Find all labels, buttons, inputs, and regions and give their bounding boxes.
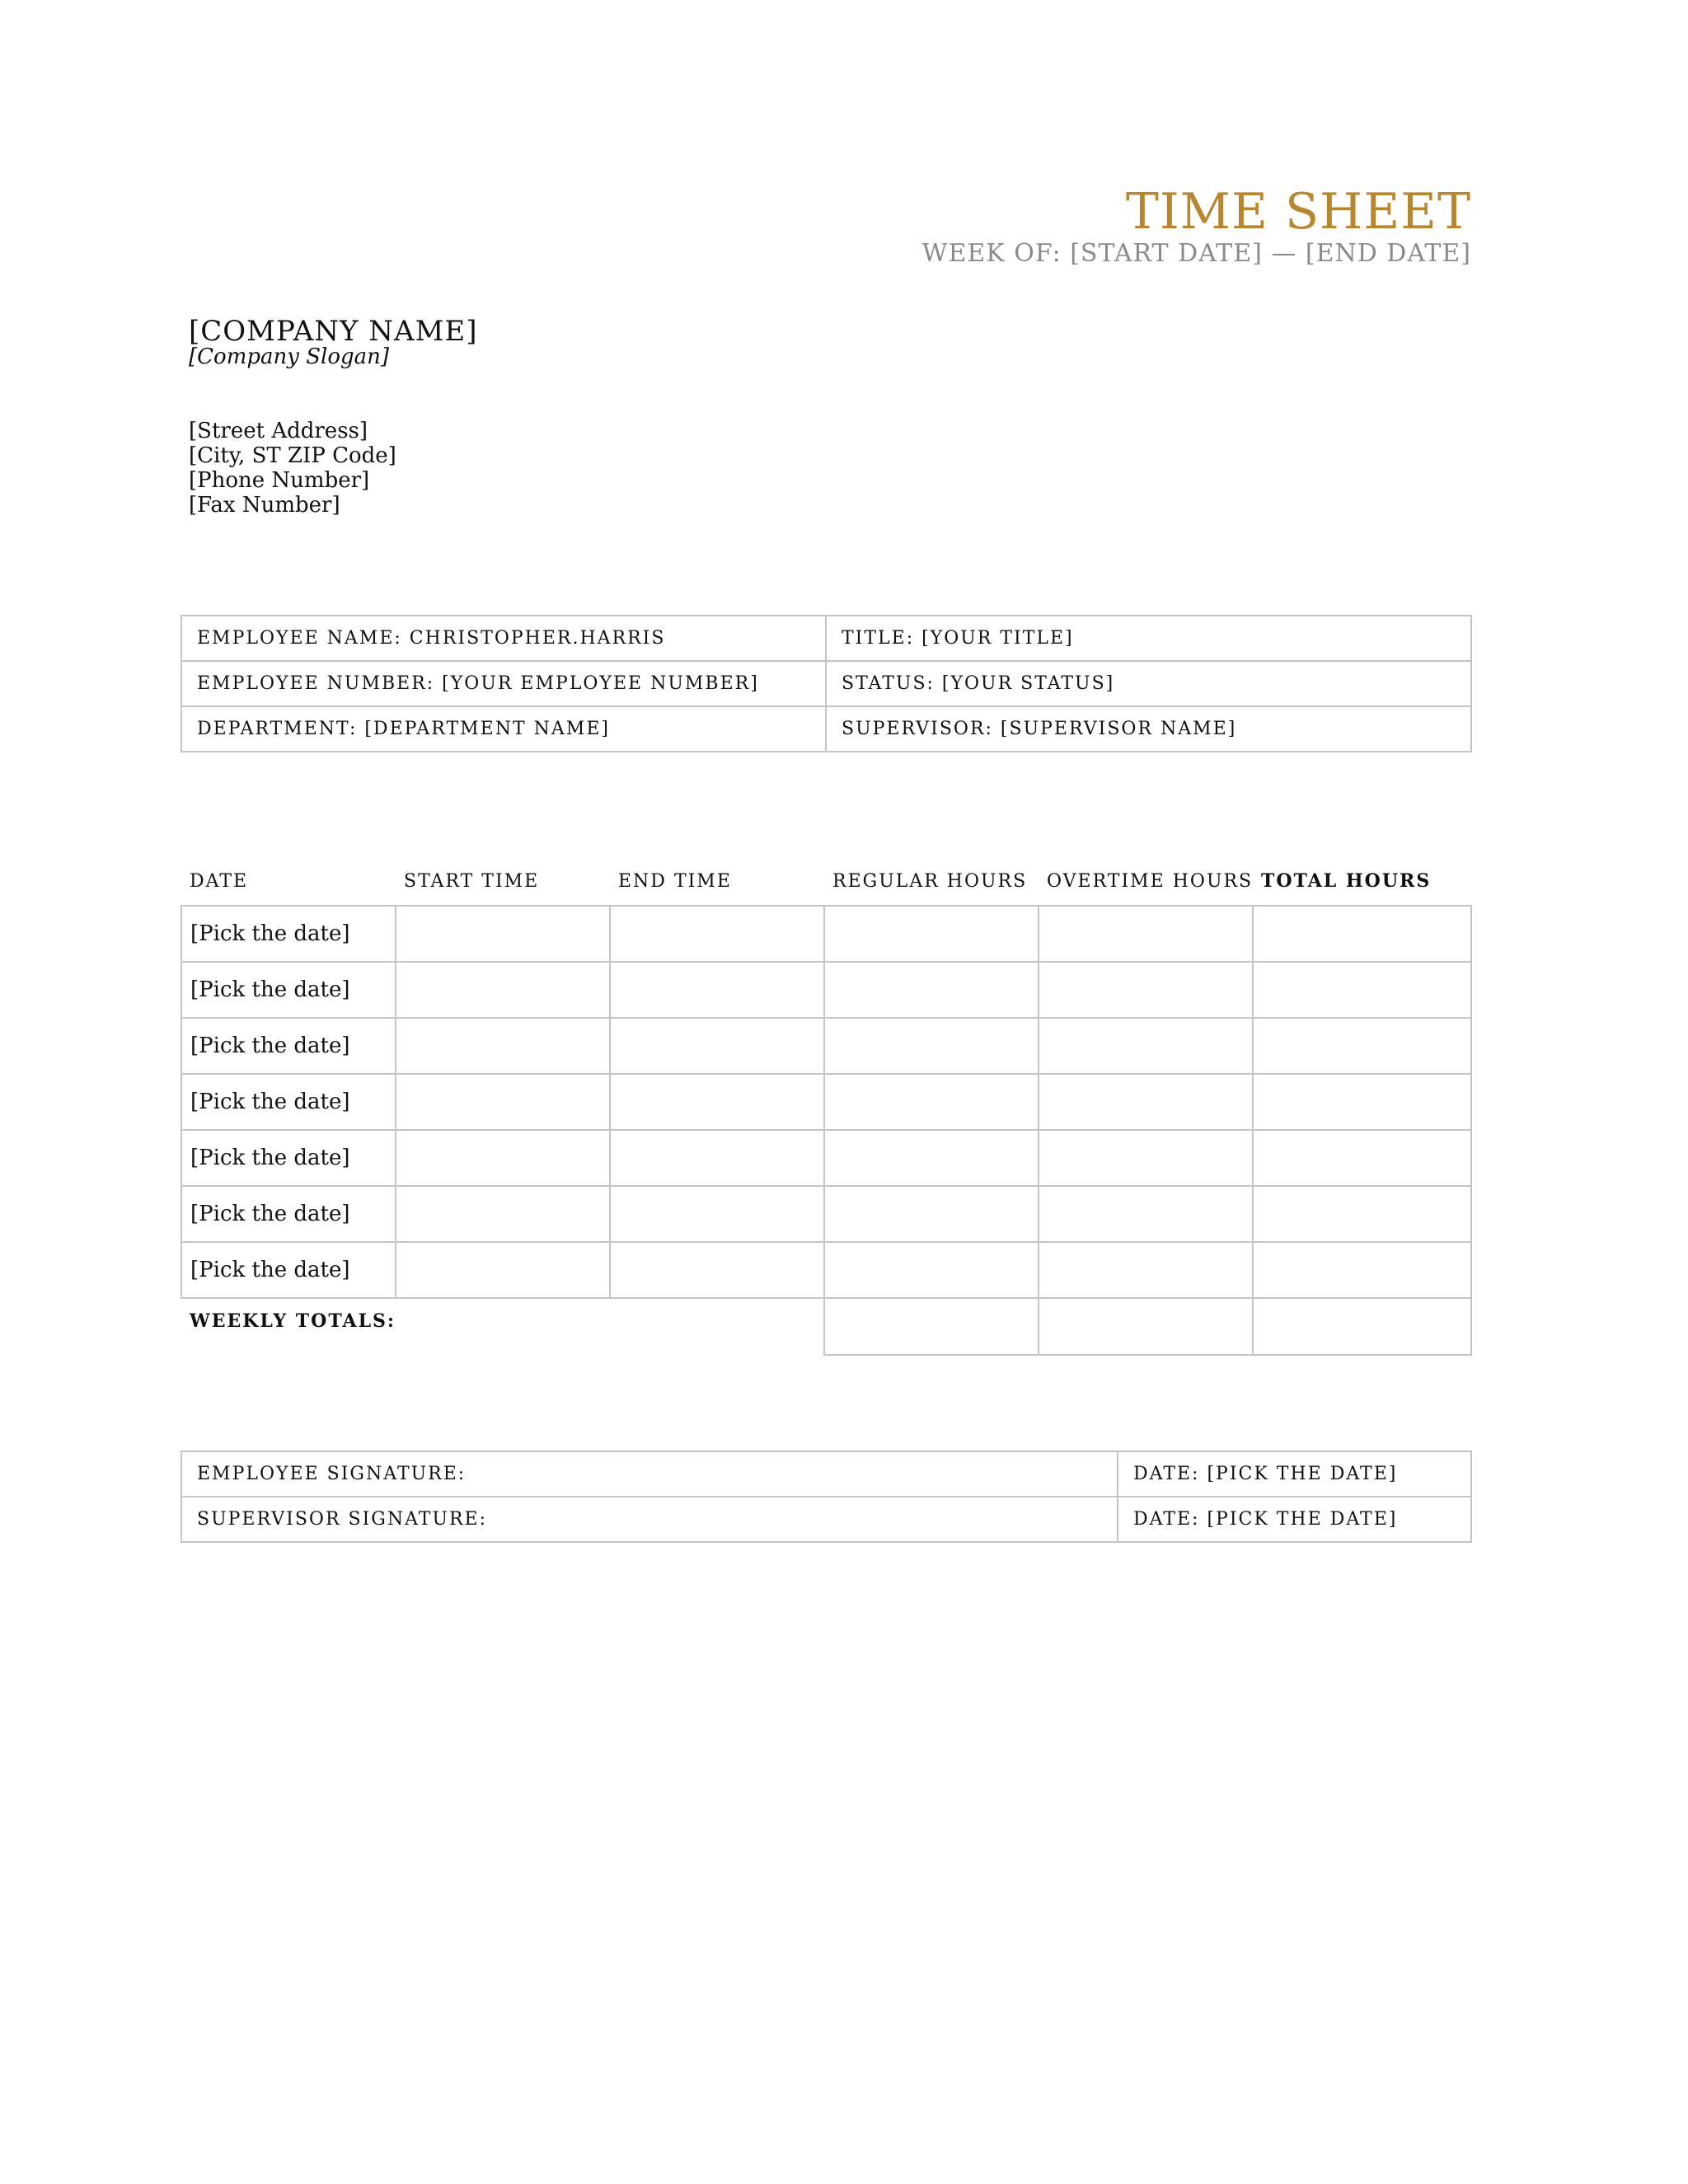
supervisor-field[interactable]: SUPERVISOR: [SUPERVISOR NAME] [826,706,1471,752]
total-hours-cell[interactable] [1253,1130,1471,1186]
regular-hours-cell[interactable] [824,1018,1039,1074]
overtime-hours-cell[interactable] [1039,1074,1253,1130]
start-time-cell[interactable] [396,1018,610,1074]
start-time-cell[interactable] [396,962,610,1018]
column-header-total-hours: TOTAL HOURS [1261,870,1432,892]
start-time-cell[interactable] [396,1186,610,1242]
end-time-cell[interactable] [610,1130,824,1186]
hours-table [181,857,1472,1356]
regular-hours-cell[interactable] [824,1130,1039,1186]
table-row [181,1451,1471,1497]
total-hours-cell[interactable] [1253,1242,1471,1298]
regular-hours-cell[interactable] [824,1242,1039,1298]
table-row [181,1018,1471,1074]
status-field[interactable]: STATUS: [YOUR STATUS] [826,661,1471,706]
weekly-regular-hours-total[interactable] [824,1298,1039,1355]
weekly-totals-row [181,1298,1471,1355]
date-cell[interactable]: [Pick the date] [181,1074,396,1130]
employee-number-field[interactable]: EMPLOYEE NUMBER: [YOUR EMPLOYEE NUMBER] [181,661,826,706]
company-slogan[interactable]: [Company Slogan] [189,344,390,369]
table-row [181,1186,1471,1242]
column-header-start-time: START TIME [404,870,540,892]
column-header-regular-hours: REGULAR HOURS [832,870,1028,892]
overtime-hours-cell[interactable] [1039,1018,1253,1074]
total-hours-cell[interactable] [1253,962,1471,1018]
employee-info-table [181,615,1472,752]
end-time-cell[interactable] [610,1018,824,1074]
start-time-cell[interactable] [396,906,610,962]
table-row [181,661,1471,706]
table-row [181,1497,1471,1542]
date-cell[interactable]: [Pick the date] [181,1130,396,1186]
regular-hours-cell[interactable] [824,1186,1039,1242]
department-field[interactable]: DEPARTMENT: [DEPARTMENT NAME] [181,706,826,752]
regular-hours-cell[interactable] [824,962,1039,1018]
company-address-block [189,419,396,518]
column-header-end-time: END TIME [618,870,732,892]
table-row [181,1074,1471,1130]
end-time-cell[interactable] [610,906,824,962]
total-hours-cell[interactable] [1253,1074,1471,1130]
date-cell[interactable]: [Pick the date] [181,1186,396,1242]
total-hours-cell[interactable] [1253,1018,1471,1074]
end-time-cell[interactable] [610,1242,824,1298]
table-row [181,906,1471,962]
total-hours-cell[interactable] [1253,1186,1471,1242]
city-state-zip[interactable]: [City, ST ZIP Code] [189,443,396,468]
supervisor-signature-field[interactable]: SUPERVISOR SIGNATURE: [181,1497,1118,1542]
phone-number[interactable]: [Phone Number] [189,468,370,493]
weekly-totals-label: WEEKLY TOTALS: [181,1298,824,1355]
overtime-hours-cell[interactable] [1039,1186,1253,1242]
table-header-row [181,857,1471,906]
page-title: TIME SHEET [1125,183,1471,241]
regular-hours-cell[interactable] [824,1074,1039,1130]
date-cell[interactable]: [Pick the date] [181,1018,396,1074]
column-header-date: DATE [190,870,249,892]
overtime-hours-cell[interactable] [1039,962,1253,1018]
supervisor-signature-date[interactable]: DATE: [PICK THE DATE] [1118,1497,1471,1542]
overtime-hours-cell[interactable] [1039,1130,1253,1186]
start-time-cell[interactable] [396,1130,610,1186]
employee-signature-field[interactable]: EMPLOYEE SIGNATURE: [181,1451,1118,1497]
start-time-cell[interactable] [396,1074,610,1130]
company-name[interactable]: [COMPANY NAME] [189,315,478,348]
weekly-total-hours-total[interactable] [1253,1298,1471,1355]
overtime-hours-cell[interactable] [1039,906,1253,962]
date-cell[interactable]: [Pick the date] [181,962,396,1018]
total-hours-cell[interactable] [1253,906,1471,962]
table-row [181,1130,1471,1186]
overtime-hours-cell[interactable] [1039,1242,1253,1298]
street-address[interactable]: [Street Address] [189,419,368,443]
end-time-cell[interactable] [610,1074,824,1130]
employee-signature-date[interactable]: DATE: [PICK THE DATE] [1118,1451,1471,1497]
employee-name-field[interactable]: EMPLOYEE NAME: CHRISTOPHER.HARRIS [181,616,826,661]
week-of-range[interactable]: WEEK OF: [START DATE] — [END DATE] [921,239,1471,268]
table-row [181,616,1471,661]
start-time-cell[interactable] [396,1242,610,1298]
end-time-cell[interactable] [610,962,824,1018]
date-cell[interactable]: [Pick the date] [181,1242,396,1298]
table-row [181,1242,1471,1298]
weekly-overtime-hours-total[interactable] [1039,1298,1253,1355]
end-time-cell[interactable] [610,1186,824,1242]
column-header-overtime-hours: OVERTIME HOURS [1047,870,1254,892]
regular-hours-cell[interactable] [824,906,1039,962]
date-cell[interactable]: [Pick the date] [181,906,396,962]
signature-table [181,1451,1472,1543]
fax-number[interactable]: [Fax Number] [189,493,340,518]
table-row [181,962,1471,1018]
table-row [181,706,1471,752]
title-field[interactable]: TITLE: [YOUR TITLE] [826,616,1471,661]
